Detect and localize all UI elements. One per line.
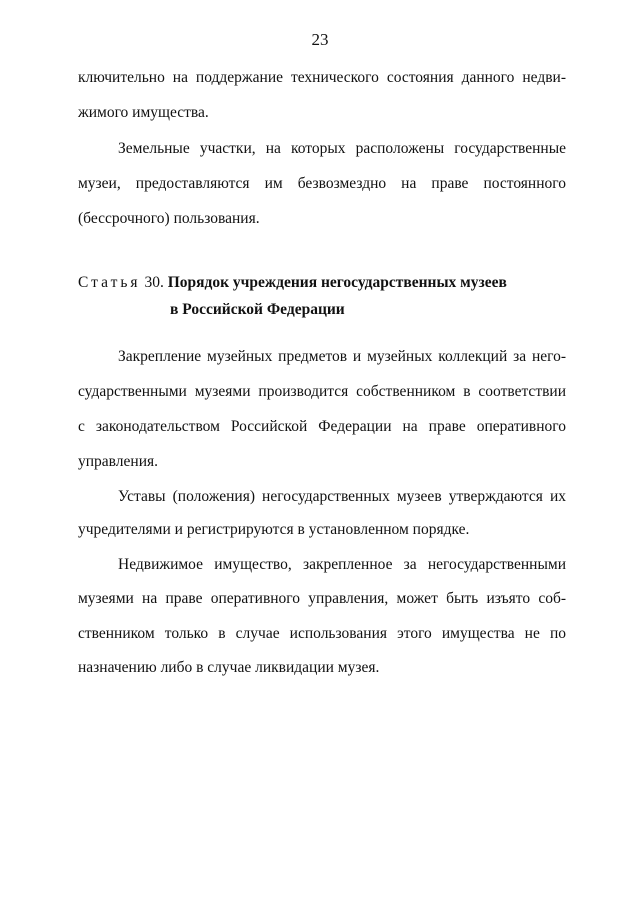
paragraph-line: назначению либо в случае ликвидации музея.: [78, 659, 380, 676]
article-title: Порядок учреждения негосударственных музеев: [167, 274, 507, 291]
paragraph-line: (бессрочного) пользования.: [78, 210, 260, 227]
article-heading: [78, 273, 566, 293]
paragraph-line: Закрепление музейных предметов и музейных коллекций за него-: [118, 348, 566, 365]
article-number: 30.: [144, 274, 164, 291]
paragraph-line: Недвижимое имущество, закрепленное за негосударственными: [118, 556, 566, 573]
article-label: Статья: [78, 274, 141, 291]
paragraph-line: Земельные участки, на которых расположены государственные: [118, 140, 566, 157]
paragraph-line: учредителями и регистрируются в установленном порядке.: [78, 521, 470, 538]
paragraph-line: сударственными музеями производится собственником в соответствии: [78, 383, 566, 400]
paragraph-line: управления.: [78, 453, 158, 470]
article-title-continued: в Российской Федерации: [170, 301, 345, 318]
paragraph-line: ственником только в случае использования этого имущества не по: [78, 625, 566, 642]
paragraph-line: жимого имущества.: [78, 104, 209, 121]
paragraph-line: с законодательством Российской Федерации на праве оперативного: [78, 418, 566, 435]
paragraph-line: Уставы (положения) негосударственных музеев утверждаются их: [118, 488, 566, 505]
paragraph-line: музеями на праве оперативного управления, может быть изъято соб-: [78, 590, 566, 607]
paragraph-line: музеи, предоставляются им безвозмездно на праве постоянного: [78, 175, 566, 192]
paragraph-line: ключительно на поддержание технического состояния данного недви-: [78, 69, 566, 86]
page-number: 23: [311, 30, 329, 49]
